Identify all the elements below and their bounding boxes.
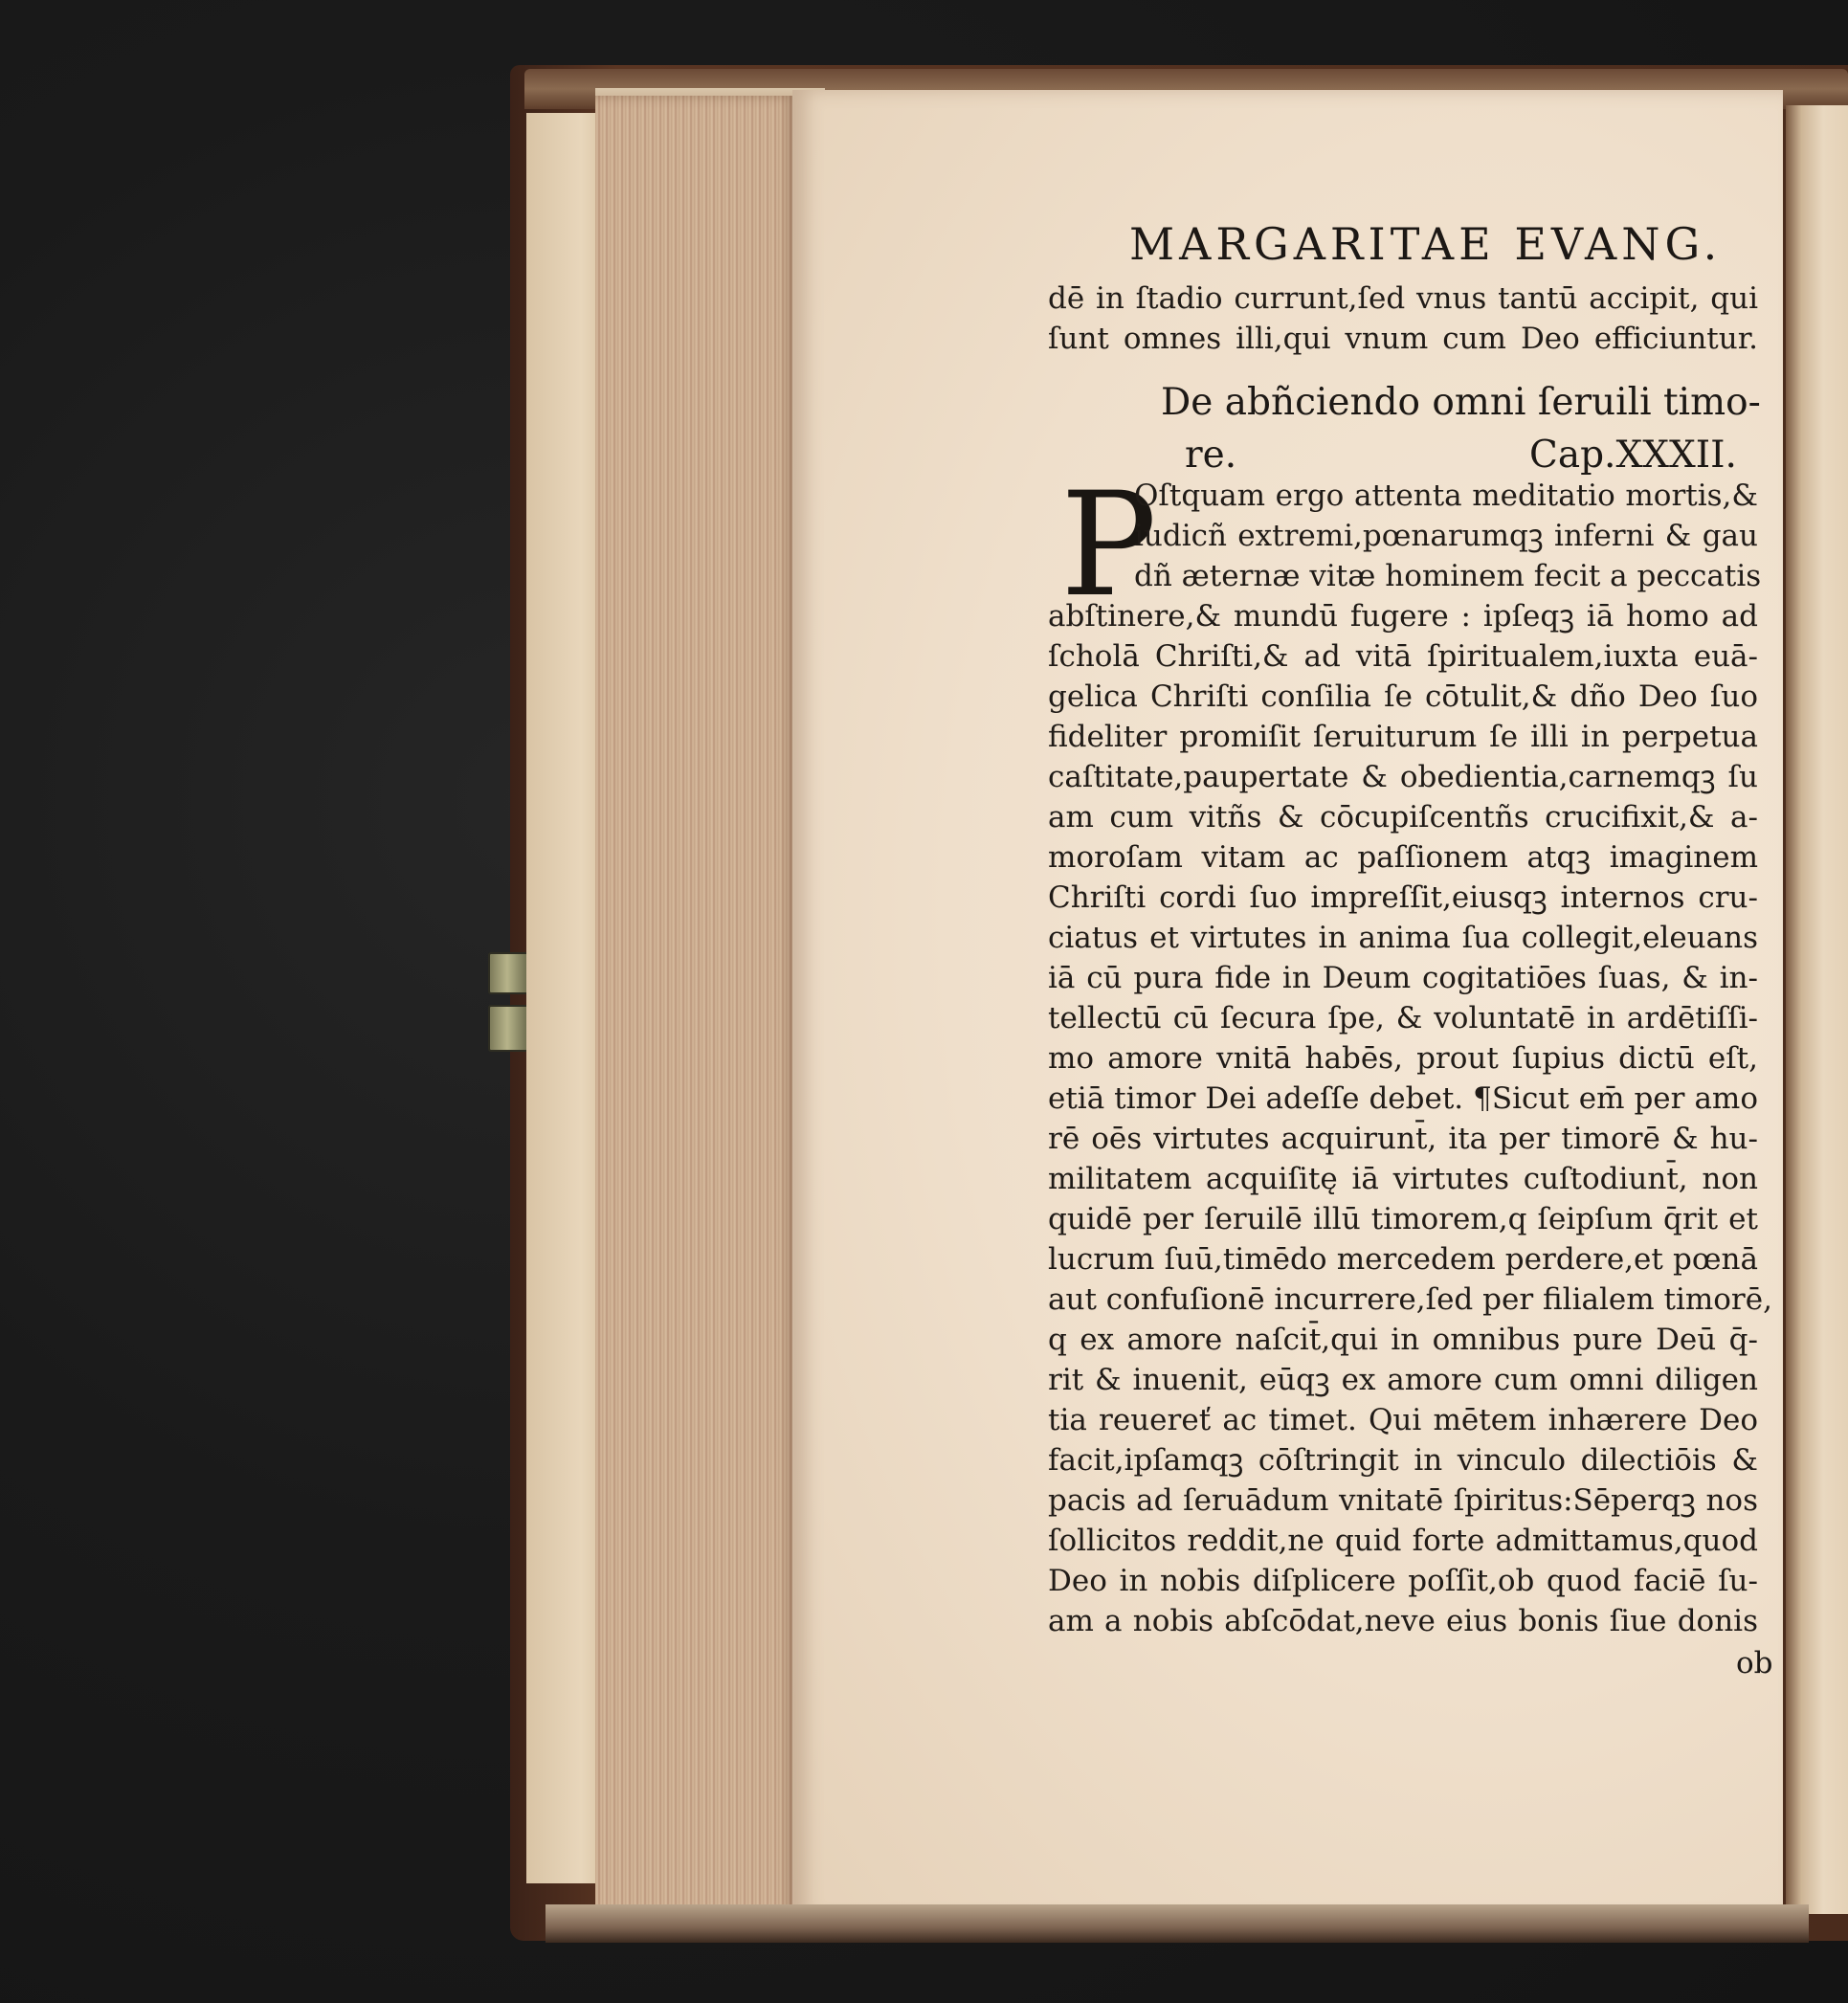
body-line: militatem acquiſitę iā virtutes cuſtodiunt̄, non [1048, 1162, 1758, 1196]
body-line: etiā timor Dei adeſſe debet. ¶Sicut em̄ per amo [1048, 1081, 1758, 1116]
body-line: iā cū pura fide in Deum cogitatiōes ſuas, & in- [1048, 961, 1758, 995]
body-line: ſollicitos reddit,ne quid forte admittamus,quod [1048, 1524, 1758, 1558]
opening-line: dē in ſtadio currunt,ſed vnus tantū accipit, qui [1048, 281, 1758, 316]
body-line: Deo in nobis diſplicere poſſit,ob quod faciē ſu- [1048, 1564, 1758, 1598]
facing-page-edge [1786, 105, 1848, 1914]
body-line: iudicñ extremi,pœnarumqꝫ inferni & gau [1134, 519, 1758, 553]
body-line: abſtinere,& mundū fugere : ipſeqꝫ iā homo ad [1048, 599, 1758, 634]
body-line: mo amore vnitā habēs, prout ſupius dictū eſt, [1048, 1041, 1758, 1076]
body-line: tia reuereť ac timet. Qui mētem inhærere Deo [1048, 1403, 1758, 1437]
body-line: Chriſti cordi ſuo impreſſit,eiusqꝫ internos cru- [1048, 880, 1758, 915]
chapter-title-line-1: De abñciendo omni ſeruili timo- [1161, 381, 1761, 424]
body-line: am a nobis abſcōdat,neve eius bonis ſiue donis [1048, 1604, 1758, 1638]
body-line: fideliter promiſit ſeruiturum ſe illi in perpetua [1048, 720, 1758, 754]
body-line: ciatus et virtutes in anima ſua collegit,eleuans [1048, 921, 1758, 955]
body-line: caſtitate,paupertate & obedientia,carnemqꝫ ſu [1048, 760, 1758, 794]
body-line: tellectū cū ſecura ſpe, & voluntatē in ardētiſſi- [1048, 1001, 1758, 1035]
body-line: lucrum ſuū,timēdo mercedem perdere,et pœnā [1048, 1242, 1758, 1277]
body-line: aut confuſionē incurrere,ſed per filialem timorē, [1048, 1282, 1772, 1317]
body-line: dñ æternæ vitæ hominem fecit a peccatis [1134, 559, 1762, 593]
running-header: MARGARITAE EVANG. [1129, 218, 1723, 270]
chapter-number: Cap.XXXII. [1529, 434, 1737, 477]
body-line: q ex amore naſcit̄,qui in omnibus pure Deū q̄- [1048, 1323, 1758, 1357]
page-stack-edges [595, 96, 796, 1919]
chapter-title-line-2: re. [1185, 434, 1237, 477]
clasp-lower [488, 1005, 530, 1052]
clasp-upper [488, 952, 530, 994]
opening-line: ſunt omnes illi,qui vnum cum Deo efficiuntur. [1048, 322, 1758, 356]
book-bottom-edge [545, 1904, 1809, 1943]
body-line: facit,ipſamqꝫ cōſtringit in vinculo dilectiōis & [1048, 1443, 1758, 1478]
drop-cap-letter: P [1060, 462, 1157, 629]
catchword: ob [1736, 1646, 1773, 1680]
body-line: gelica Chriſti conſilia ſe cōtulit,& dño Deo ſuo [1048, 679, 1758, 714]
body-line: pacis ad ſeruādum vnitatē ſpiritus:Sēperqꝫ nos [1048, 1483, 1758, 1518]
body-line: Oſtquam ergo attenta meditatio mortis,& [1134, 478, 1758, 513]
body-line: quidē per ſeruilē illū timorem,q ſeipſum q̄rit et [1048, 1202, 1758, 1236]
body-line: moroſam vitam ac paſſionem atqꝫ imaginem [1048, 840, 1758, 875]
body-line: rē oēs virtutes acquirunt̄, ita per timorē & hu- [1048, 1122, 1758, 1156]
body-line: ſcholā Chriſti,& ad vitā ſpiritualem,iuxta euā- [1048, 639, 1758, 674]
body-line: am cum vitñs & cōcupiſcentñs crucifixit,& a- [1048, 800, 1758, 835]
body-line: rit & inuenit, eūqꝫ ex amore cum omni diligen [1048, 1363, 1758, 1397]
